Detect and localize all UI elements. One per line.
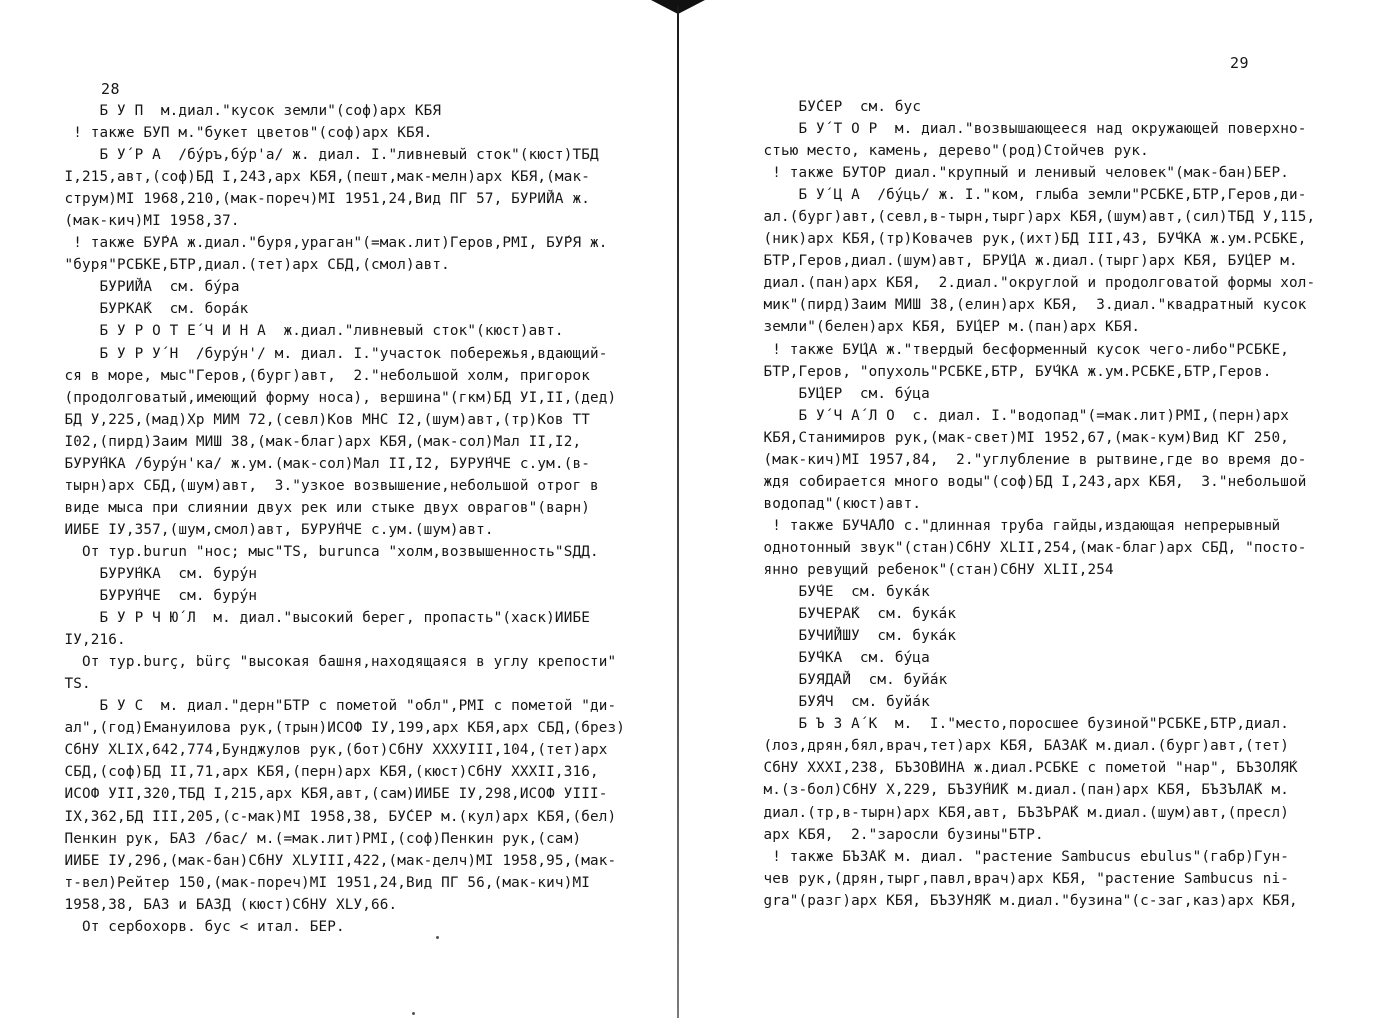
text-line: ! также БУЧА́ЛО с."длинная труба гайды,издающая непрерывный — [746, 517, 1281, 534]
text-line: "буря"РСБКЕ,БТР,диал.(тет)арх СБД,(смол)авт. — [47, 257, 450, 274]
text-line: БУРКА́К см. бора́к — [47, 301, 249, 318]
text-line: Б У́ Р А /бу́ръ,бу́р'а/ ж. диал. I."ливневый сток"(кюст)ТБД — [47, 147, 599, 164]
text-line: Пенкин рук, БАЗ /бас/ м.(=мак.лит)РМI,(соф)Пенкин рук,(сам) — [47, 830, 582, 847]
text-line: БУ́СЕР см. бус — [746, 99, 922, 115]
right-page — [686, 0, 1400, 1027]
text-line: БУРИ́ЙА см. бу́ра — [47, 279, 240, 296]
text-line: м.(з-бол)СбНУ X,229, БЪЗУ́НИ́К м.диал.(пан)арх КБЯ, БЪЗЪЛА́К м. — [746, 782, 1289, 799]
left-page — [0, 0, 672, 1027]
text-line: ал.(бург)авт,(севл,в-тырн,тырг)арх КБЯ,(шум)авт,(сил)ТБД У,115, — [746, 209, 1316, 226]
text-line: Б Ъ З А́ К м. I."место,поросшее бузиной"РСБКЕ,БТР,диал. — [746, 716, 1289, 733]
text-line: КБЯ,Станимиров рук,(мак-свет)МI 1952,67,(мак-кум)Вид КГ 250, — [746, 429, 1289, 446]
text-line: ! также БЪЗА́К м. диал. "растение Sambucus ebulus"(габр)Гун- — [746, 848, 1289, 865]
text-line: ! также БУ́РА ж.диал."буря,ураган"(=мак.лит)Геров,РМI, БУ́РЯ ж. — [47, 235, 608, 252]
text-line: Б У́ Т О Р м. диал."возвышающееся над окружающей поверхно- — [746, 121, 1307, 138]
text-line: янно ревущий ребенок"(стан)СбНУ XLII,254 — [746, 561, 1114, 578]
text-line: чев рук,(дрян,тырг,павл,врач)арх КБЯ, "растение Sambucus ni- — [746, 870, 1289, 887]
page-number: 28 — [101, 80, 121, 98]
text-line: ся в море, мыс"Геров,(бург)авт, 2."небольшой холм, пригорок — [47, 367, 590, 384]
text-line: ИИБЕ IУ,296,(мак-бан)СбНУ XLУIII,422,(мак-делч)МI 1958,95,(мак- — [47, 852, 617, 869]
page-number: 29 — [1230, 54, 1250, 72]
scan-speck — [436, 936, 439, 939]
text-line: I02,(пирд)Заим МИШ 38,(мак-благ)арх КБЯ,(мак-сол)Мал II,I2, — [47, 433, 582, 450]
text-line: (ник)арх КБЯ,(тр)Ковачев рук,(ихт)БД III,43, БУ́ЧКА ж.ум.РСБКЕ, — [746, 231, 1307, 248]
text-line: БУ́ЦЕР см. бу́ца — [746, 385, 930, 402]
text-line: стью место, камень, дерево"(род)Стойчев рук. — [746, 143, 1149, 160]
text-line: т-вел)Рейтер 150,(мак-пореч)МI 1951,24,Вид ПГ 56,(мак-кич)МI — [47, 874, 590, 891]
text-line: тырн)арх СБД,(шум)авт, 3."узкое возвышение,небольшой отрог в — [47, 477, 599, 494]
text-line: БУ́ЧКА см. бу́ца — [746, 650, 930, 667]
text-line: (лоз,дрян,бял,врач,тет)арх КБЯ, БАЗА́К м.диал.(бург)авт,(тет) — [746, 738, 1289, 755]
text-line: gra"(разг)арх КБЯ, БЪЗУНЯ́К м.диал."бузина"(с-заг,каз)арх КБЯ, — [746, 892, 1298, 909]
text-line: однотонный звук"(стан)СбНУ XLII,254,(мак-благ)арх СБД, "посто- — [746, 539, 1307, 556]
text-line: СБД,(соф)БД II,71,арх КБЯ,(перн)арх КБЯ,(кюст)СбНУ XXXII,316, — [47, 764, 599, 781]
text-line: (мак-кич)МI 1958,37. — [47, 213, 240, 230]
text-line: БУЧИ́ЙШУ см. бука́к — [746, 628, 957, 645]
text-line: ! также БУТОР диал."крупный и ленивый человек"(мак-бан)БЕР. — [746, 165, 1289, 182]
text-line: БУ́ЯЧ см. буйа́к — [746, 694, 930, 711]
text-line: земли"(белен)арх КБЯ, БУ́ЦЕР м.(пан)арх КБЯ. — [746, 319, 1141, 336]
text-line: От сербохорв. бус < итал. БЕР. — [47, 918, 345, 935]
text-line: мик"(пирд)Заим МИШ 38,(елин)арх КБЯ, 3.диал."квадратный кусок — [746, 297, 1307, 314]
text-line: арх КБЯ, 2."заросли бузины"БТР. — [746, 826, 1044, 843]
text-line: Б У Р О Т Е́ Ч И Н А ж.диал."ливневый сток"(кюст)авт. — [47, 323, 564, 340]
text-line: виде мыса при слиянии двух рек или стыке двух оврагов"(варн) — [47, 499, 590, 516]
text-line: Б У С м. диал."дерн"БТР с пометой "обл",РМI с пометой "ди- — [47, 698, 617, 715]
text-line: ждя собирается много воды"(соф)БД I,243,арх КБЯ, 3."небольшой — [746, 473, 1307, 490]
text-line: диал.(тр,в-тырн)арх КБЯ,авт, БЪЗЪРА́К м.диал.(шум)авт,(пресл) — [746, 804, 1289, 821]
text-line: 1958,38, БАЗ и БАЗД (кюст)СбНУ XLУ,66. — [47, 896, 398, 913]
text-line: От тур.burun "нос; мыс"TS, burunca "холм,возвышенность"SДД. — [47, 543, 599, 560]
book-gutter — [673, 0, 683, 1027]
text-line: БУРУ́НКА /буру́н'ка/ ж.ум.(мак-сол)Мал II,I2, БУРУ́НЧЕ с.ум.(в- — [47, 455, 590, 472]
text-line: БУРУ́НКА см. буру́н — [47, 565, 258, 582]
text-line: водопад"(кюст)авт. — [746, 495, 922, 512]
text-line: Б У́ Ч А́ Л О с. диал. I."водопад"(=мак.лит)РМI,(перн)арх — [746, 407, 1289, 424]
text-line: Б У́ Ц А /бу́ць/ ж. I."ком, глыба земли"РСБКЕ,БТР,Геров,ди- — [746, 187, 1307, 204]
dictionary-text — [47, 100, 625, 938]
scan-speck — [412, 1012, 415, 1015]
text-line: БТР,Геров,диал.(шум)авт, БРУ́ЦА ж.диал.(тырг)арх КБЯ, БУ́ЦЕР м. — [746, 253, 1298, 270]
text-line: СбНУ XLIX,642,774,Бунджулов рук,(бот)СбНУ XXXУIII,104,(тет)арх — [47, 742, 608, 759]
text-line: IУ,216. — [47, 632, 126, 649]
spine-line — [677, 6, 679, 1018]
text-line: ИСОФ УII,320,ТБД I,215,арх КБЯ,авт,(сам)ИИБЕ IУ,298,ИСОФ УIII- — [47, 786, 608, 803]
text-line: БТР,Геров, "опухоль"РСБКЕ,БТР, БУ́ЧКА ж.ум.РСБКЕ,БТР,Геров. — [746, 363, 1272, 380]
text-line: Б У П м.диал."кусок земли"(соф)арх КБЯ — [47, 103, 442, 119]
text-line: ! также БУ́ЦА ж."твердый бесформенный кусок чего-либо"РСБКЕ, — [746, 341, 1289, 358]
text-line: БУЯДА́Й см. буйа́к — [746, 672, 948, 689]
text-line: ! также БУП м."букет цветов"(соф)арх КБЯ. — [47, 125, 433, 142]
text-line: диал.(пан)арх КБЯ, 2.диал."округлой и продолговатой формы хол- — [746, 275, 1316, 292]
text-line: (мак-кич)МI 1957,84, 2."углубление в рытвине,где во время до- — [746, 451, 1307, 468]
text-line: ИИБЕ IУ,357,(шум,смол)авт, БУРУ́НЧЕ с.ум.(шум)авт. — [47, 521, 494, 538]
text-line: I,215,авт,(соф)БД I,243,арх КБЯ,(пешт,мак-мелн)арх КБЯ,(мак- — [47, 169, 590, 186]
text-line: ал",(год)Емануилова рук,(трын)ИСОФ IУ,199,арх КБЯ,арх СБД,(брез) — [47, 720, 625, 737]
text-line: БУЧЕРА́К см. бука́к — [746, 606, 957, 623]
text-line: струм)МI 1968,210,(мак-пореч)МI 1951,24,Вид ПГ 57, БУРИ́ЙА ж. — [47, 191, 590, 208]
text-line: IX,362,БД III,205,(с-мак)МI 1958,38, БУ́СЕР м.(кул)арх КБЯ,(бел) — [47, 808, 617, 825]
text-line: От тур.burç, bürç "высокая башня,находящаяся в углу крепости" — [47, 654, 617, 671]
text-line: БД У,225,(мад)Хр МИМ 72,(севл)Ков МНС I2,(шум)авт,(тр)Ков ТТ — [47, 411, 590, 428]
text-line: СбНУ XXXI,238, БЪЗО́ВИНА ж.диал.РСБКЕ с пометой "нар", БЪЗОЛЯ́К — [746, 760, 1298, 777]
text-line: БУРУ́НЧЕ см. буру́н — [47, 588, 258, 605]
text-line: БУ́ЧЕ см. бука́к — [746, 584, 930, 601]
text-line: Б У Р Ч Ю́ Л м. диал."высокий берег, пропасть"(хаск)ИИБЕ — [47, 610, 590, 627]
text-line: (продолговатый,имеющий форму носа), вершина"(гкм)БД УI,II,(дед) — [47, 389, 617, 406]
text-line: TS. — [47, 676, 91, 693]
dictionary-text — [746, 96, 1315, 912]
text-line: Б У Р У́ Н /буру́н'/ м. диал. I."участок побережья,вдающий- — [47, 345, 608, 362]
